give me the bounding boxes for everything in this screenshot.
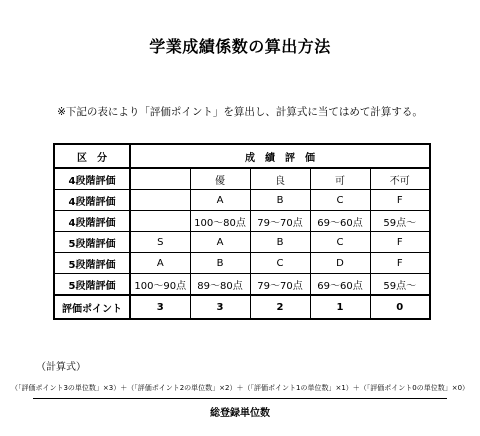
table-cell: 良 xyxy=(250,168,310,190)
points-cell: 2 xyxy=(250,295,310,319)
table-row xyxy=(54,211,430,232)
row-label: 4段階評価 xyxy=(54,211,130,232)
table-cell: 59点〜 xyxy=(370,211,430,232)
table-cell: 可 xyxy=(310,168,370,190)
formula-denominator: 総登録単位数 xyxy=(210,408,270,419)
table-cell: A xyxy=(190,190,250,211)
table-cell: B xyxy=(250,190,310,211)
table-cell: 優 xyxy=(190,168,250,190)
formula-label: （計算式） xyxy=(36,362,86,373)
table-cell: F xyxy=(370,253,430,274)
fraction-line xyxy=(33,398,447,399)
points-cell: 1 xyxy=(310,295,370,319)
table-cell: 69〜60点 xyxy=(310,211,370,232)
table-cell: A xyxy=(190,232,250,253)
table-row xyxy=(54,168,430,190)
table-row xyxy=(54,274,430,296)
row-label: 5段階評価 xyxy=(54,253,130,274)
table-cell: 69〜60点 xyxy=(310,274,370,296)
points-row xyxy=(54,295,430,319)
table-cell xyxy=(130,211,190,232)
table-cell: S xyxy=(130,232,190,253)
row-label: 5段階評価 xyxy=(54,274,130,296)
table-cell: 100〜90点 xyxy=(130,274,190,296)
table-cell: D xyxy=(310,253,370,274)
table-cell: B xyxy=(250,232,310,253)
points-cell: 0 xyxy=(370,295,430,319)
instruction-note: ※下記の表により「評価ポイント」を算出し、計算式に当てはめて計算する。 xyxy=(57,106,423,118)
table-cell: 不可 xyxy=(370,168,430,190)
points-cell: 3 xyxy=(190,295,250,319)
page-title: 学業成績係数の算出方法 xyxy=(149,37,331,56)
row-label: 4段階評価 xyxy=(54,190,130,211)
points-cell: 3 xyxy=(130,295,190,319)
table-cell: C xyxy=(310,190,370,211)
table-cell: F xyxy=(370,190,430,211)
table-cell: F xyxy=(370,232,430,253)
table-header-row xyxy=(54,144,430,168)
table-cell: B xyxy=(190,253,250,274)
table-cell xyxy=(130,190,190,211)
grade-table xyxy=(53,143,431,320)
table-row xyxy=(54,232,430,253)
table-cell: 89〜80点 xyxy=(190,274,250,296)
table-cell: C xyxy=(310,232,370,253)
table-cell: 100〜80点 xyxy=(190,211,250,232)
table-cell: 79〜70点 xyxy=(250,274,310,296)
formula-numerator: （「評価ポイント3の単位数」×3）＋（「評価ポイント2の単位数」×2）＋（「評価ポイント1の単位数」×1）＋（「評価ポイント0の単位数」×0） xyxy=(10,384,470,392)
row-label: 評価ポイント xyxy=(54,295,130,319)
header-category: 区 分 xyxy=(54,144,130,168)
table-row xyxy=(54,253,430,274)
row-label: 5段階評価 xyxy=(54,232,130,253)
table-cell: 79〜70点 xyxy=(250,211,310,232)
table-cell: C xyxy=(250,253,310,274)
table-cell: A xyxy=(130,253,190,274)
table-row xyxy=(54,190,430,211)
header-grade-eval: 成 績 評 価 xyxy=(130,144,430,168)
row-label: 4段階評価 xyxy=(54,168,130,190)
table-cell: 59点〜 xyxy=(370,274,430,296)
table-cell xyxy=(130,168,190,190)
